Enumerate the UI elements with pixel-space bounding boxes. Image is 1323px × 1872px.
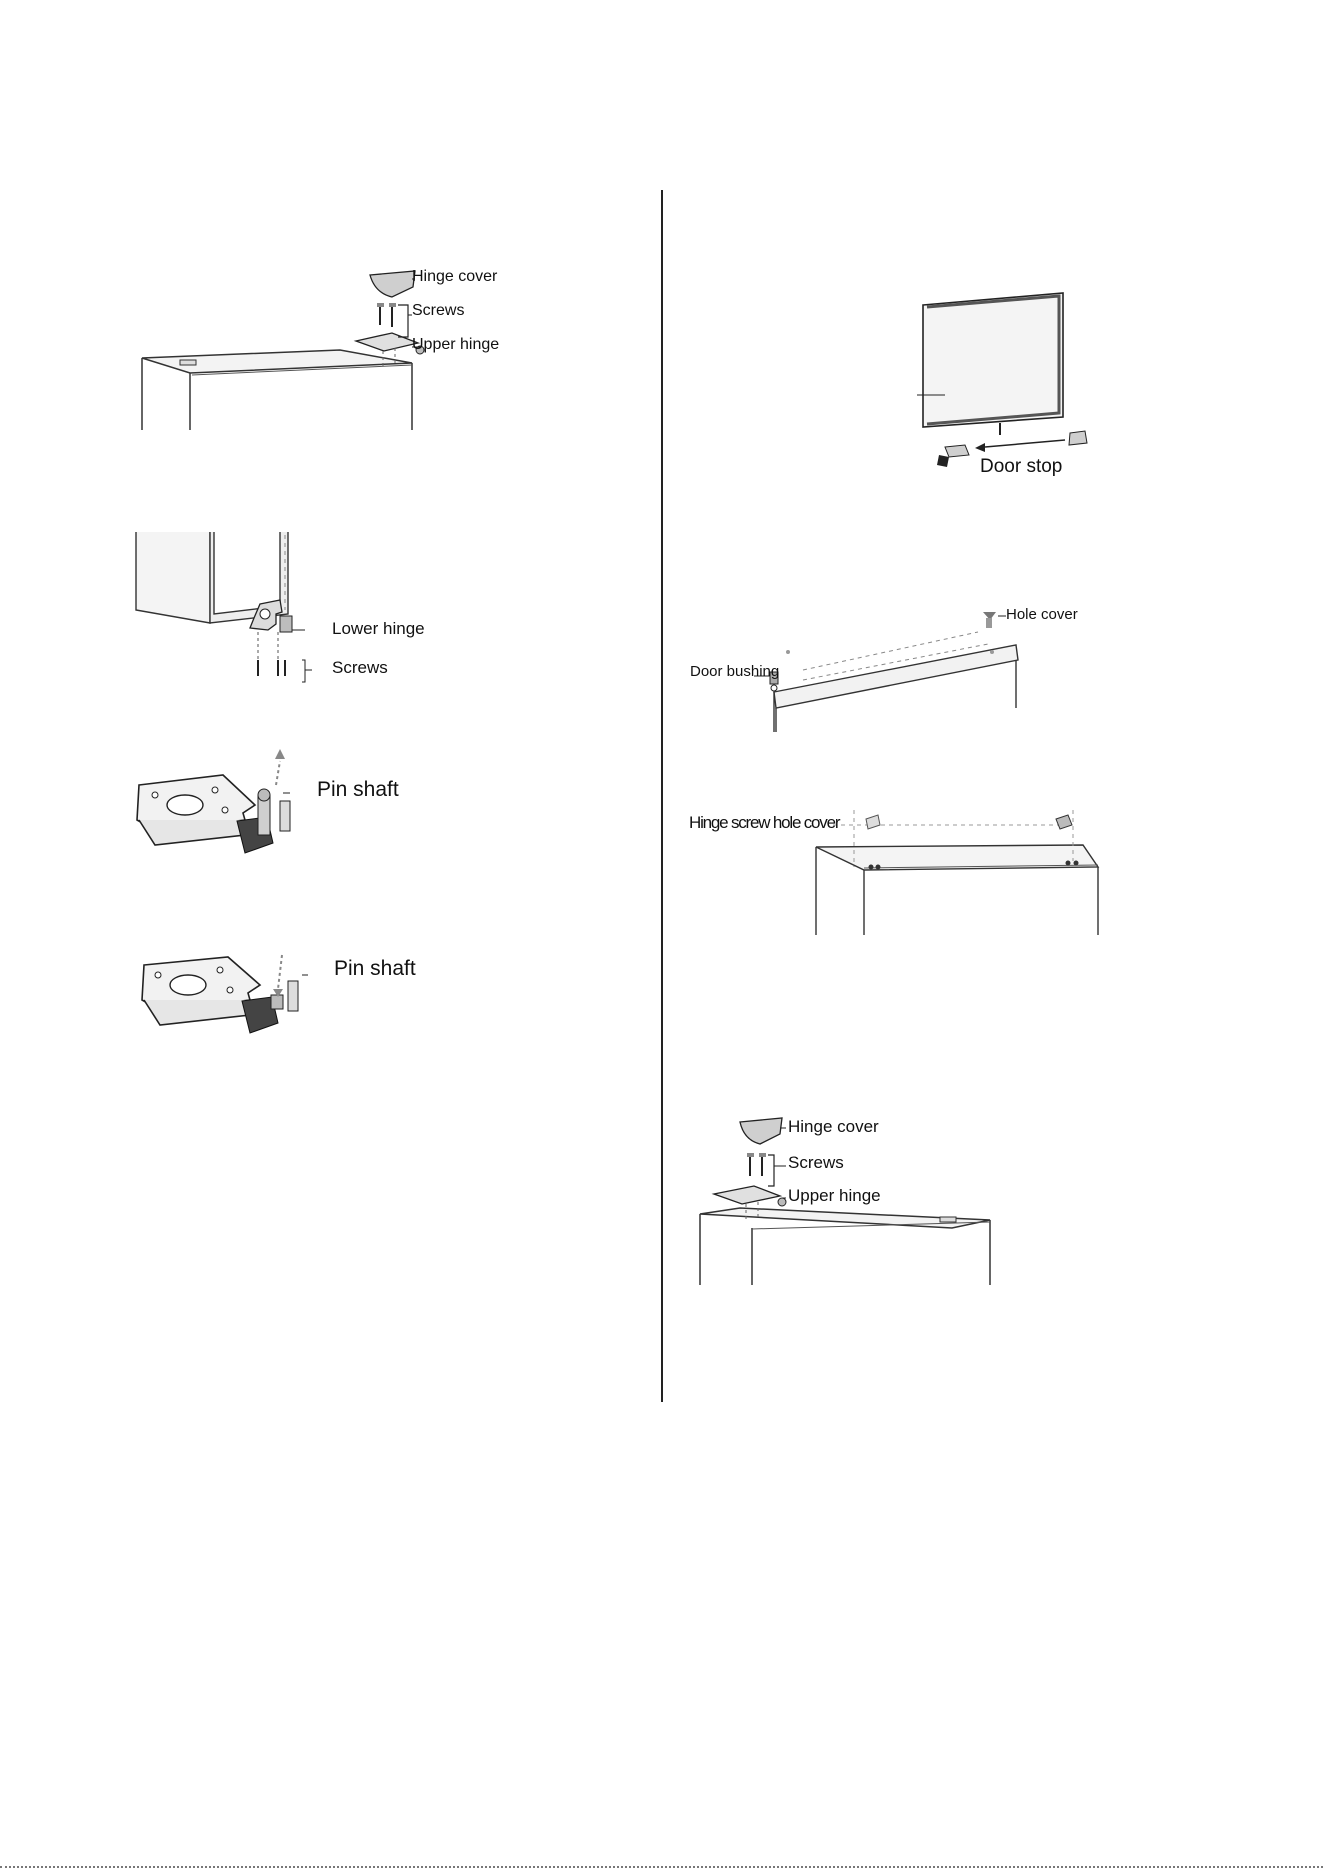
label-pin-shaft-out: Pin shaft [317,778,399,801]
label-door-bushing: Door bushing [690,663,780,680]
page-bottom-edge [0,1866,1323,1868]
lower-hinge-pin-out [125,755,455,885]
column-divider [661,190,663,1402]
label-screws-install: Screws [788,1153,844,1172]
figure-pin-shaft-insertion [130,945,460,1075]
figure-pin-shaft-removal [125,755,455,885]
label-hole-cover: Hole cover [1006,606,1078,623]
figure-hinge-screw-hole-cover [688,795,1108,940]
label-lower-hinge: Lower hinge [332,619,425,638]
figure-door-stop [905,285,1095,485]
label-screws-lower: Screws [332,658,388,677]
label-hinge-screw-hole-cover: Hinge screw hole cover [689,813,840,832]
figure-upper-hinge-removal [130,255,530,435]
label-upper-hinge-install: Upper hinge [788,1186,881,1205]
figure-lower-hinge-removal [130,530,450,690]
label-upper-hinge: Upper hinge [412,336,500,353]
label-door-stop: Door stop [980,456,1063,477]
label-hinge-cover-install: Hinge cover [788,1117,879,1136]
label-pin-shaft-in: Pin shaft [334,957,416,980]
door-illustration [905,285,1095,485]
fridge-bottom-illustration [130,530,450,690]
label-screws: Screws [412,302,465,319]
figure-upper-hinge-install [690,1110,1020,1290]
label-hinge-cover: Hinge cover [412,268,498,285]
figure-door-bushing [688,600,1088,740]
